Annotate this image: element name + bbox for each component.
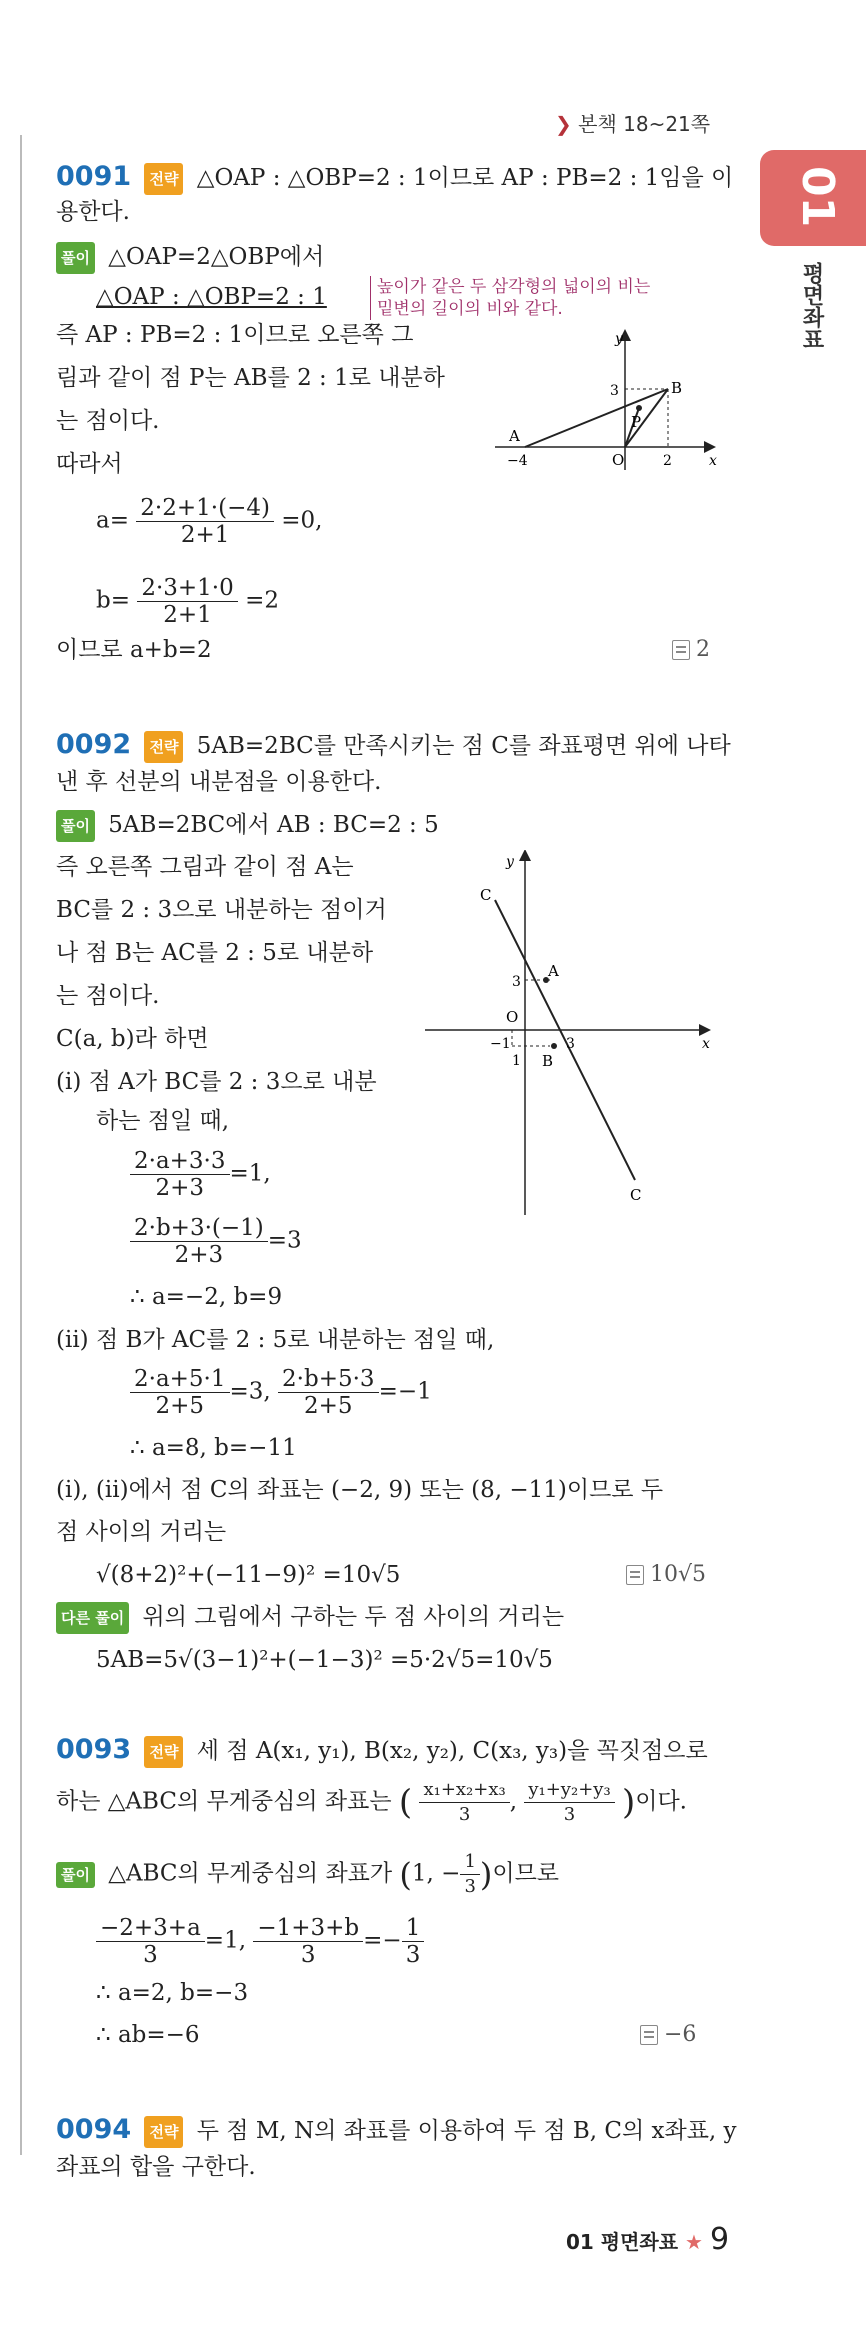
svg-text:−1: −1 bbox=[490, 1036, 511, 1052]
answer-icon bbox=[626, 1565, 644, 1585]
axis-x-label: x bbox=[709, 453, 717, 469]
problem-number: 0094 bbox=[56, 2114, 132, 2145]
svg-text:C: C bbox=[630, 1186, 642, 1204]
p92-sol-7: (i) 점 A가 BC를 2 : 3으로 내분 bbox=[56, 1069, 377, 1095]
p92-sol-1: 풀이 5AB=2BC에서 AB : BC=2 : 5 bbox=[56, 810, 439, 842]
svg-text:2: 2 bbox=[663, 453, 672, 469]
svg-text:y: y bbox=[506, 854, 514, 870]
p92-sol-9: ∴ a=−2, b=9 bbox=[130, 1284, 283, 1310]
p92-sol-6: C(a, b)라 하면 bbox=[56, 1026, 209, 1052]
axis-y-label: y bbox=[615, 331, 623, 347]
p92-strategy: 0092 전략 5AB=2BC를 만족시키는 점 C를 좌표평면 위에 나타 bbox=[56, 730, 731, 763]
p93-answer: −6 bbox=[640, 2020, 696, 2050]
svg-text:3: 3 bbox=[566, 1036, 575, 1052]
strategy-tag: 전략 bbox=[144, 2116, 183, 2148]
star-icon: ★ bbox=[685, 2230, 703, 2254]
alt-solution-tag: 다른 풀이 bbox=[56, 1602, 129, 1634]
problem-number: 0092 bbox=[56, 729, 132, 760]
solution-tag: 풀이 bbox=[56, 810, 95, 842]
p92-strategy-2: 낸 후 선분의 내분점을 이용한다. bbox=[56, 769, 382, 795]
p93-sol-2: ∴ a=2, b=−3 bbox=[96, 1980, 249, 2006]
p92-sol-13: 점 사이의 거리는 bbox=[56, 1519, 227, 1545]
svg-text:C: C bbox=[480, 886, 492, 904]
p93-eq: $\frac{-2+3+a}{3}$ =1, $\frac{-1+3+b}{3}$ =− $\frac{1}{3}$ bbox=[96, 1915, 424, 1968]
chapter-number: 01 bbox=[792, 166, 843, 228]
p92-answer: 10√5 bbox=[626, 1560, 706, 1590]
svg-text:B: B bbox=[671, 379, 683, 397]
p91-sol-1: 풀이 △OAP=2△OBP에서 bbox=[56, 242, 324, 274]
p92-sol-10: (ii) 점 B가 AC를 2 : 5로 내분하는 점일 때, bbox=[56, 1327, 495, 1353]
strategy-tag: 전략 bbox=[144, 1736, 183, 1768]
p93-strategy: 0093 전략 세 점 A(x₁, y₁), B(x₂, y₂), C(x₃, y₃)을 꼭짓점으로 bbox=[56, 1735, 708, 1768]
p91-note: 높이가 같은 두 삼각형의 넓이의 비는 밑변의 길이의 비와 같다. bbox=[370, 276, 650, 320]
p94-strategy-2: 좌표의 합을 구한다. bbox=[56, 2154, 256, 2180]
p92-figure bbox=[420, 850, 720, 1220]
strategy-tag: 전략 bbox=[144, 163, 183, 195]
p92-sol-11: ∴ a=8, b=−11 bbox=[130, 1435, 297, 1461]
svg-text:B: B bbox=[542, 1052, 554, 1070]
p92-sol-3: BC를 2 : 3으로 내분하는 점이거 bbox=[56, 897, 387, 923]
p92-sol-14: √(8+2)²+(−11−9)² =10√5 bbox=[96, 1562, 401, 1588]
p92-alt-2: 5AB=5√(3−1)²+(−1−3)² =5·2√5=10√5 bbox=[96, 1647, 553, 1673]
book-reference: ❯ 본책 18~21쪽 bbox=[555, 112, 711, 136]
p92-sol-5: 는 점이다. bbox=[56, 983, 160, 1009]
p92-sol-8: 하는 점일 때, bbox=[96, 1108, 230, 1134]
p92-sol-4: 나 점 B는 AC를 2 : 5로 내분하 bbox=[56, 940, 374, 966]
p91-eq-b: b= $\frac{2\cdot 3+1\cdot 0}{2+1}$ =2 bbox=[96, 575, 279, 628]
solution-tag: 풀이 bbox=[56, 242, 95, 274]
p93-sol-1: 풀이 △ABC의 무게중심의 좌표가 (1, − $\frac{1}{3}$ )이므로 bbox=[56, 1850, 559, 1899]
svg-text:1: 1 bbox=[512, 1053, 521, 1069]
svg-text:A: A bbox=[509, 427, 520, 445]
p91-eq-a: a= $\frac{2\cdot 2+1\cdot(-4)}{2+1}$ =0, bbox=[96, 495, 323, 548]
p92-frac-3: $\frac{2\cdot a+5\cdot 1}{2+5}$ =3, $\frac{2\cdot b+5\cdot 3}{2+5}$ =−1 bbox=[130, 1366, 432, 1419]
arrow-icon: ❯ bbox=[555, 112, 572, 136]
p93-strategy-2: 하는 △ABC의 무게중심의 좌표는 ( $\frac{\text{x₁+x₂+x₃}}{3}$ , $\frac{\text{y₁+y₂+y₃}}{3}$ )이다. bbox=[56, 1779, 687, 1825]
answer-icon bbox=[672, 640, 690, 660]
p91-strategy-2: 용한다. bbox=[56, 199, 130, 225]
answer-icon bbox=[640, 2025, 658, 2045]
p91-sol-2: △OAP : △OBP=2 : 1 bbox=[96, 284, 327, 310]
svg-text:O: O bbox=[612, 451, 625, 469]
svg-text:−4: −4 bbox=[507, 453, 528, 469]
svg-text:O: O bbox=[506, 1008, 519, 1026]
svg-text:3: 3 bbox=[610, 383, 619, 399]
p92-sol-2: 즉 오른쪽 그림과 같이 점 A는 bbox=[56, 854, 354, 880]
p91-figure bbox=[485, 325, 725, 475]
p91-sol-3: 즉 AP : PB=2 : 1이므로 오른쪽 그 bbox=[56, 322, 414, 348]
p93-sol-3: ∴ ab=−6 bbox=[96, 2022, 200, 2048]
svg-text:3: 3 bbox=[512, 974, 521, 990]
page-footer: 01 평면좌표 ★ 9 bbox=[566, 2222, 730, 2257]
svg-text:x: x bbox=[702, 1036, 710, 1052]
p92-frac-1: $\frac{2\cdot a+3\cdot 3}{2+3}$ =1, bbox=[130, 1148, 271, 1201]
p91-sol-6: 따라서 bbox=[56, 451, 123, 477]
left-rule bbox=[20, 135, 22, 2155]
p91-sol-4: 림과 같이 점 P는 AB를 2 : 1로 내분하 bbox=[56, 365, 445, 391]
problem-number: 0093 bbox=[56, 1734, 132, 1765]
p91-sol-7: 이므로 a+b=2 bbox=[56, 637, 212, 663]
p92-frac-2: $\frac{2\cdot b+3\cdot(-1)}{2+3}$ =3 bbox=[130, 1215, 302, 1268]
p92-sol-12: (i), (ii)에서 점 C의 좌표는 (−2, 9) 또는 (8, −11)이므로 두 bbox=[56, 1477, 664, 1503]
p91-strategy: 0091 전략 △OAP : △OBP=2 : 1이므로 AP : PB=2 : 1임을 이 bbox=[56, 162, 733, 195]
p92-alt-1: 다른 풀이 위의 그림에서 구하는 두 점 사이의 거리는 bbox=[56, 1602, 564, 1634]
strategy-tag: 전략 bbox=[144, 731, 183, 763]
svg-text:P: P bbox=[631, 413, 642, 431]
p91-answer: 2 bbox=[672, 635, 710, 665]
chapter-tab bbox=[760, 150, 866, 246]
svg-text:A: A bbox=[548, 962, 559, 980]
page-number: 9 bbox=[709, 2222, 730, 2257]
solution-tag: 풀이 bbox=[56, 1862, 95, 1888]
chapter-title: 평면좌표 bbox=[799, 262, 824, 350]
p91-sol-5: 는 점이다. bbox=[56, 408, 160, 434]
p94-strategy: 0094 전략 두 점 M, N의 좌표를 이용하여 두 점 B, C의 x좌표, y bbox=[56, 2115, 737, 2148]
problem-number: 0091 bbox=[56, 161, 132, 192]
